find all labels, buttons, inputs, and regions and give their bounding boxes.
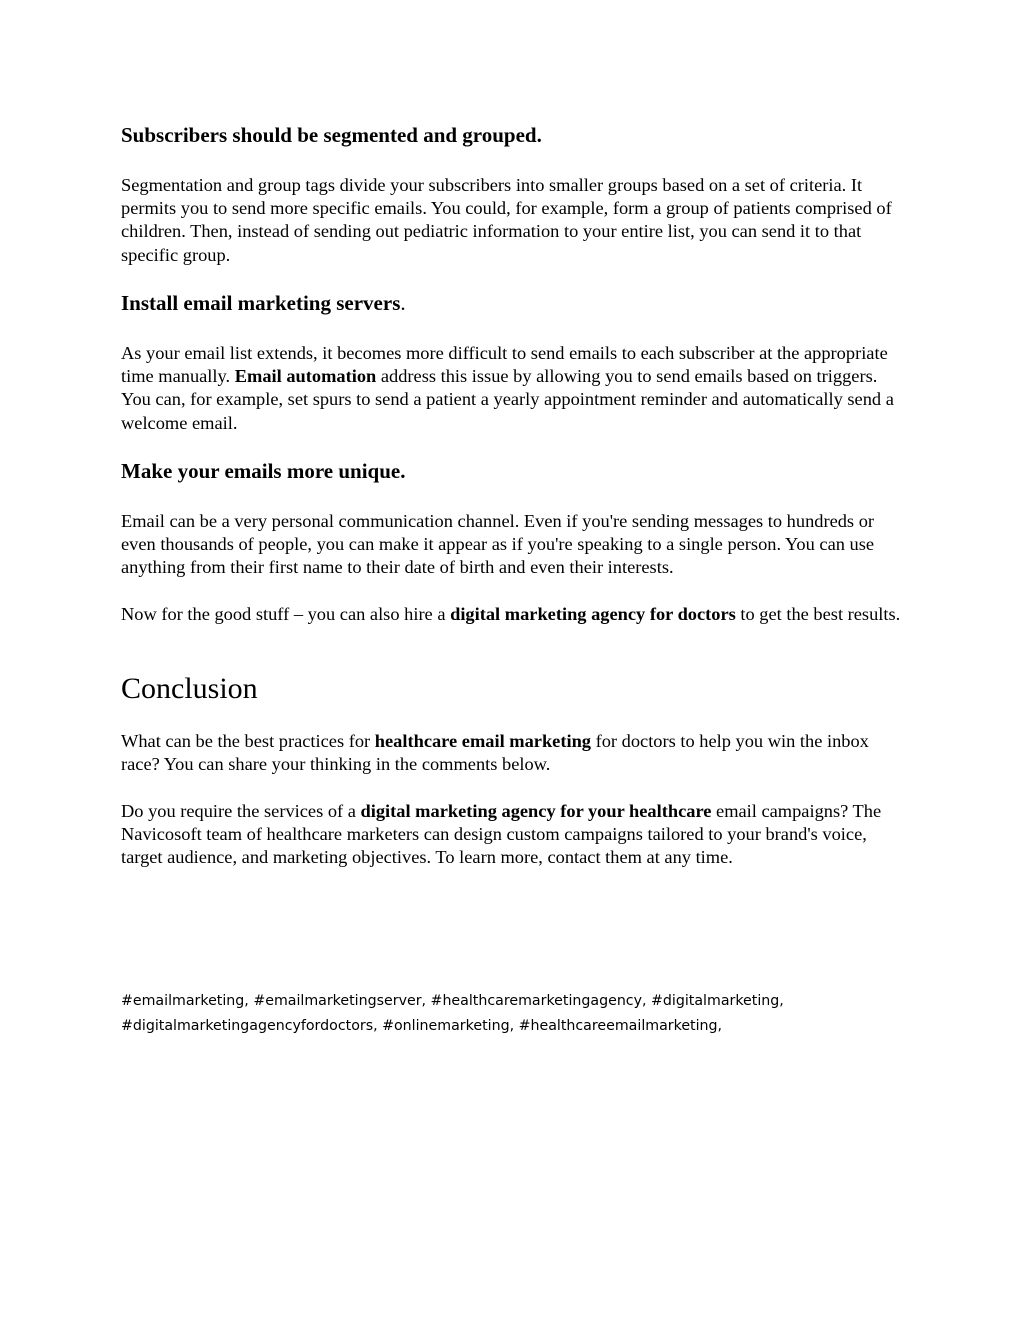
conclusion-heading: Conclusion bbox=[121, 672, 258, 705]
heading-text: Install email marketing servers bbox=[121, 291, 401, 315]
paragraph-text: As your email list extends, it becomes more difficult to send emails to each subscriber at the appropriate time manually. bbox=[121, 343, 888, 387]
paragraph-text: for doctors to help you win the inbox race? You can share your thinking in the comments below. bbox=[121, 731, 869, 775]
bold-term-agency-for-doctors: digital marketing agency for doctors bbox=[450, 604, 736, 624]
paragraph-text: What can be the best practices for bbox=[121, 731, 375, 751]
bold-term-healthcare-email-marketing: healthcare email marketing bbox=[374, 731, 591, 751]
bold-term-agency-for-healthcare: digital marketing agency for your healthcare bbox=[360, 801, 712, 821]
section-heading-unique-emails: Make your emails more unique. bbox=[121, 459, 406, 483]
hashtag-line: #emailmarketing, #emailmarketingserver, #healthcaremarketingagency, #digitalmarketing, bbox=[121, 993, 784, 1009]
paragraph-text: Do you require the services of a bbox=[121, 801, 361, 821]
paragraph-conclusion-2 bbox=[121, 800, 911, 870]
paragraph-text: address this issue by allowing you to send emails based on triggers. You can, for example, set spurs to send a patient a yearly appointment reminder and automatically send a welcome email. bbox=[121, 366, 894, 433]
section-heading-segmentation: Subscribers should be segmented and grouped. bbox=[121, 123, 542, 147]
paragraph-good-stuff bbox=[121, 603, 911, 626]
paragraph-unique-emails: Email can be a very personal communication channel. Even if you're sending messages to hundreds or even thousands of people, you can make it appear as if you're speaking to a single person. You can use anything from their first name to their date of birth and even their interests. bbox=[121, 511, 875, 578]
bold-term-email-automation: Email automation bbox=[234, 366, 377, 387]
paragraph-segmentation: Segmentation and group tags divide your subscribers into smaller groups based on a set of criteria. It permits you to send more specific emails. You could, for example, form a group of patients comprised of children. Then, instead of sending out pediatric information to your entire list, you can send it to that specific group. bbox=[121, 175, 892, 265]
paragraph-text: to get the best results. bbox=[735, 604, 901, 624]
section-heading-email-servers bbox=[121, 291, 406, 315]
paragraph-text: email campaigns? The Navicosoft team of healthcare marketers can design custom campaigns tailored to your brand's voice, target audience, and marketing objectives. To learn more, contact them at any time. bbox=[121, 801, 882, 868]
paragraph-conclusion-1 bbox=[121, 730, 911, 776]
paragraph-email-servers bbox=[121, 342, 911, 435]
hashtag-list bbox=[121, 989, 911, 1039]
hashtag-line: #digitalmarketingagencyfordoctors, #onlinemarketing, #healthcareemailmarketing, bbox=[121, 1018, 723, 1034]
heading-period: . bbox=[400, 291, 406, 315]
paragraph-text: Now for the good stuff – you can also hire a bbox=[121, 604, 451, 624]
